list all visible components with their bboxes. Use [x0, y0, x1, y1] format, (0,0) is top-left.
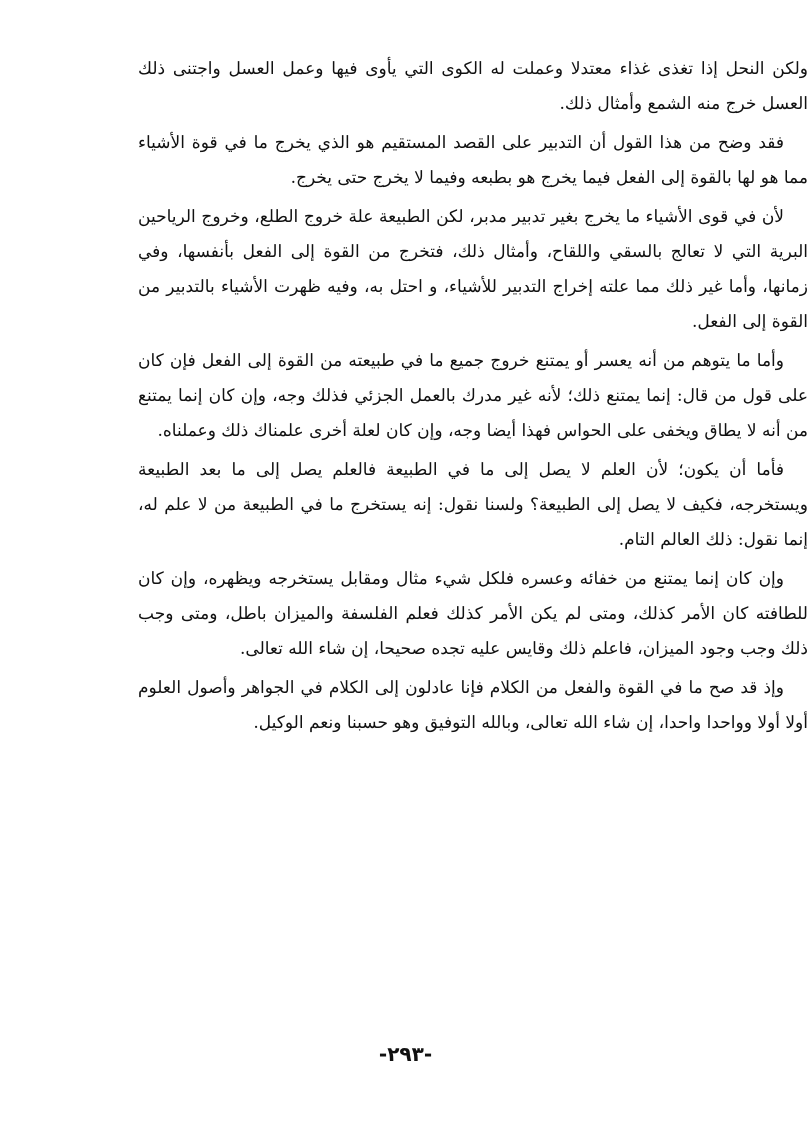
paragraph-7: وإذ قد صح ما في القوة والفعل من الكلام فإنا عادلون إلى الكلام في الجواهر وأصول العلوم أولا أولا وواحدا واحدا، إن شاء الله تعالى، وبالله التوفيق وهو حسبنا ونعم الوكيل. [138, 678, 808, 733]
paragraph-5: فأما أن يكون؛ لأن العلم لا يصل إلى ما في الطبيعة فالعلم يصل إلى ما بعد الطبيعة ويستخرجه، فكيف لا يصل إلى الطبيعة؟ ولسنا نقول: إنه يستخرج ما في الطبيعة من لا علم له، إنما نقول: ذلك العالم التام. [138, 460, 808, 550]
paragraph-2: فقد وضح من هذا القول أن التدبير على القصد المستقيم هو الذي يخرج ما في قوة الأشياء مما هو لها بالقوة إلى الفعل فيما يخرج هو بطبعه وفيما لا يخرج حتى يخرج. [138, 133, 808, 188]
page-number: -٢٩٣- [378, 1042, 433, 1066]
paragraph-3: لأن في قوى الأشياء ما يخرج بغير تدبير مدبر، لكن الطبيعة علة خروج الطلع، وخروج الرياحين البرية التي لا تعالج بالسقي واللقاح، وأمثال ذلك، فتخرج من القوة إلى الفعل بأنفسها، وفي زمانها، وأما غير ذلك مما علته إخراج التدبير للأشياء، و احتل به، وفيه ظهرت الأشياء بالتدبير من القوة إلى الفعل. [138, 207, 808, 332]
body-text [138, 52, 808, 745]
paragraph-6: وإن كان إنما يمتنع من خفائه وعسره فلكل شيء مثال ومقابل يستخرجه ويظهره، وإن كان للطافته كان الأمر كذلك، ومتى لم يكن الأمر كذلك فعلم الفلسفة والميزان باطل، ومتى وجب ذلك وجب وجود الميزان، فاعلم ذلك وقايس عليه تجده صحيحا، إن شاء الله تعالى. [138, 569, 808, 659]
paragraph-1: ولكن النحل إذا تغذى غذاء معتدلا وعملت له الكوى التي يأوى فيها وعمل العسل واجتنى ذلك العسل خرج منه الشمع وأمثال ذلك. [138, 59, 808, 114]
paragraph-4: وأما ما يتوهم من أنه يعسر أو يمتنع خروج جميع ما في طبيعته من القوة إلى الفعل فإن كان على قول من قال: إنما يمتنع ذلك؛ لأنه غير مدرك بالعمل الجزئي فذلك وجه، وإن كان إنما يمتنع من أنه لا يطاق ويخفى على الحواس فهذا أيضا وجه، وإن كان لعلة أخرى علمناك ذلك وعملناه. [138, 351, 808, 441]
